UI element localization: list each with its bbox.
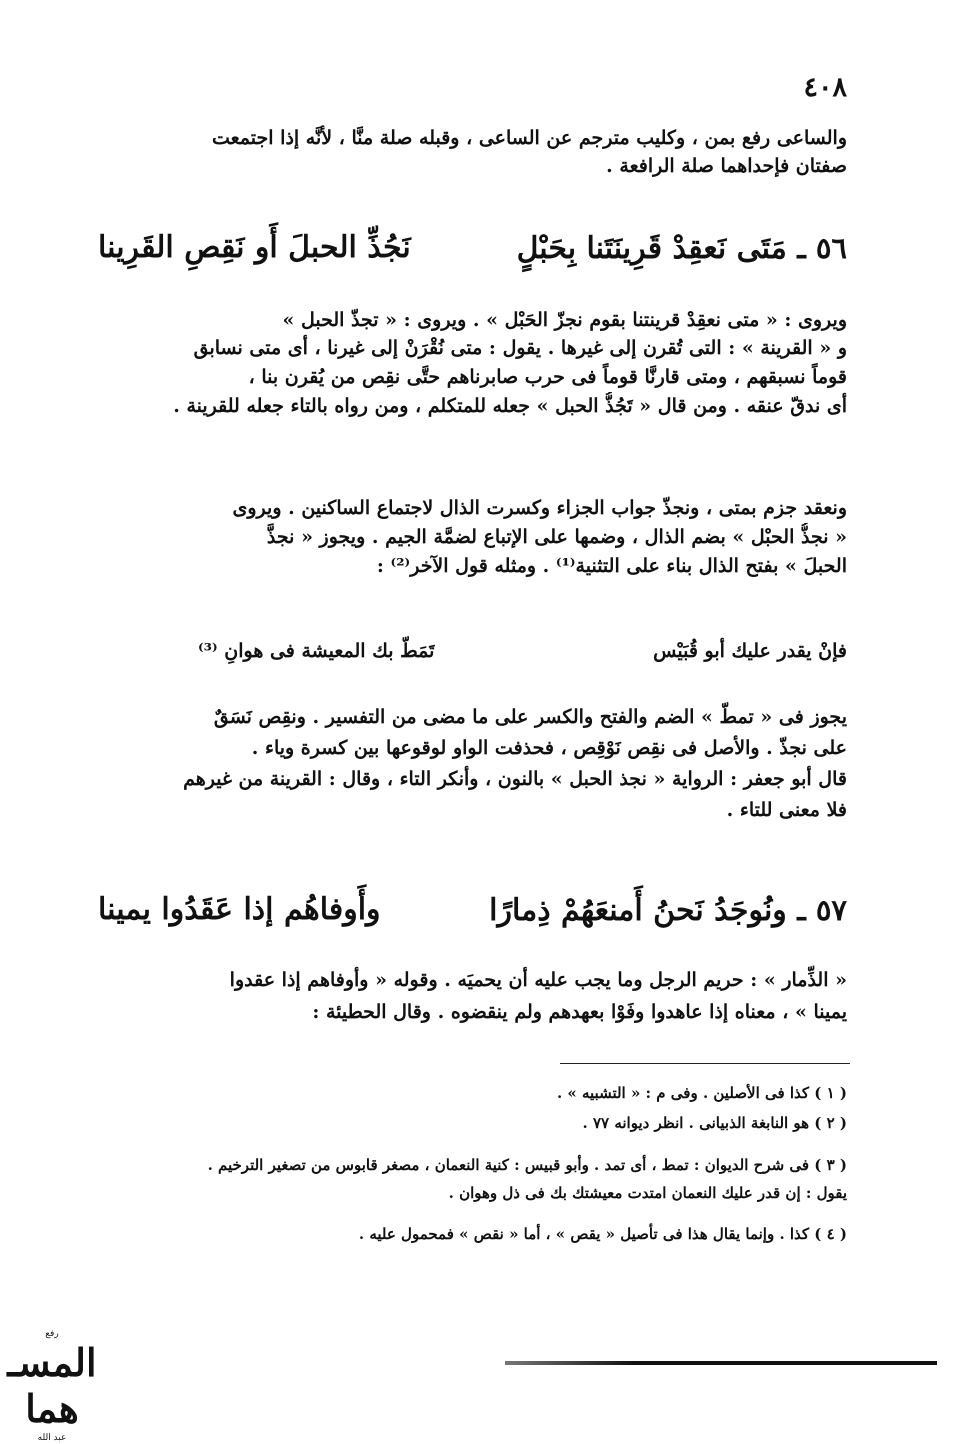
- page-number: ٤٠٨: [803, 72, 847, 103]
- text-line: فلا معنى للتاء .: [726, 799, 847, 821]
- intro-paragraph: [108, 124, 847, 180]
- verse-number: ٥٧ ـ: [797, 893, 847, 927]
- verse-hemistich-1: ونُوجَدُ نَحنُ أَمنعَهُمْ ذِمارًا: [489, 893, 787, 928]
- quoted-verse: [108, 636, 847, 666]
- commentary-paragraph-3: [108, 702, 847, 826]
- library-stamp-logo: رفع المسـ هما عبد الله: [7, 1329, 97, 1443]
- text-line: الحبلَ » بفتح الذال بناء على التثنية⁽¹⁾ . ومثله قول الآخر⁽²⁾ :: [376, 555, 847, 577]
- text-line: صفتان فإحداهما صلة الرافعة .: [606, 155, 847, 177]
- text-line: قال أبو جعفر : الرواية « نجذ الحبل » بالنون ، وأنكر التاء ، وقال : القرينة من غيرهم: [183, 768, 847, 790]
- commentary-paragraph-2: [108, 494, 847, 581]
- text-line: والساعى رفع بمن ، وكليب مترجم عن الساعى ، وقبله صلة منَّا ، لأنَّه إذا اجتمعت: [211, 127, 847, 149]
- text-line: ويروى : « متى نعقِدْ قرينتنا بقوم نجزّ الحَبْل » . ويروى : « تجذّ الحبل »: [282, 309, 847, 331]
- text-line: و « القرينة » : التى تُقرن إلى غيرها . يقول : متى نُقْرَنْ إلى غيرنا ، أى متى نسابق: [193, 337, 847, 359]
- footnote-1: ( ١ ) كذا فى الأصلين . وفى م : « التشبيه » .: [556, 1084, 847, 1102]
- verse-hemistich-1: فإنْ يقدر عليك أبو قُبَيْس: [653, 640, 847, 662]
- footnote-3: ( ٣ ) فى شرح الديوان : تمط ، أى تمد . وأبو قبيس : كنية النعمان ، مصغر قابوس من تصغير الترخيم .: [207, 1156, 847, 1174]
- commentary-paragraph-1: [108, 306, 847, 421]
- verse-hemistich-2: وأَوفاهُم إذا عَقَدُوا يمينا: [98, 892, 381, 927]
- text-line: « نجذُّ الحبْل » بضم الذال ، وضمها على الإتباع لضمَّة الجيم . ويجوز « نجذَّ: [266, 526, 847, 548]
- verse-hemistich-2: نَجُذِّ الحبلَ أَو نَقِصِ القَرِينا: [98, 230, 411, 265]
- text-line: « الذِّمار » : حريم الرجل وما يجب عليه أن يحميَه . وقوله « وأوفاهم إذا عقدوا: [229, 969, 847, 991]
- footnote-3-continued: يقول : إن قدر عليك النعمان امتدت معيشتك بك فى ذل وهوان .: [448, 1184, 847, 1202]
- text-line: قوماً نسبقهم ، ومتى قارنَّا قوماً فى حرب صابرناهم حتَّى نقِص من يُقرن بنا ،: [248, 366, 847, 388]
- text-line: ونعقد جزم بمتى ، ونجذّ جواب الجزاء وكسرت الذال لاجتماع الساكنين . ويروى: [232, 497, 847, 519]
- verse-hemistich-2: تَمَطّ بك المعيشة فى هوانِ ⁽³⁾: [198, 640, 435, 662]
- text-line: يجوز فى « تمطّ » الضم والفتح والكسر على ما مضى من التفسير . ونقِص نَسَقٌ: [213, 706, 847, 728]
- commentary-paragraph-4: [108, 964, 847, 1028]
- bottom-decorative-rule: [505, 1361, 937, 1365]
- text-line: أى ندقّ عنقه . ومن قال « تَجُذُّ الحبل » جعله للمتكلم ، ومن رواه بالتاء جعله للقرينة .: [173, 395, 847, 417]
- footnote-divider: [560, 1063, 850, 1064]
- verse-57: [98, 888, 847, 933]
- verse-number: ٥٦ ـ: [797, 231, 847, 265]
- verse-56: [98, 226, 847, 271]
- text-line: يمينا » ، معناه إذا عاهدوا وفَوْا بعهدهم ولم ينقضوه . وقال الحطيئة :: [312, 1001, 847, 1023]
- text-line: على نجذّ . والأصل فى نقِص نَوْقِص ، فحذفت الواو لوقوعها بين كسرة وياء .: [251, 737, 847, 759]
- footnote-4: ( ٤ ) كذا . وإنما يقال هذا فى تأصيل « يقص » ، أما « نقص » فمحمول عليه .: [358, 1225, 847, 1243]
- verse-hemistich-1: مَتَى نَعقِدْ قَرِينَتَنا بِحَبْلٍ: [516, 231, 787, 266]
- footnote-2: ( ٢ ) هو النابغة الذبيانى . انظر ديوانه ٧٧ .: [582, 1114, 847, 1132]
